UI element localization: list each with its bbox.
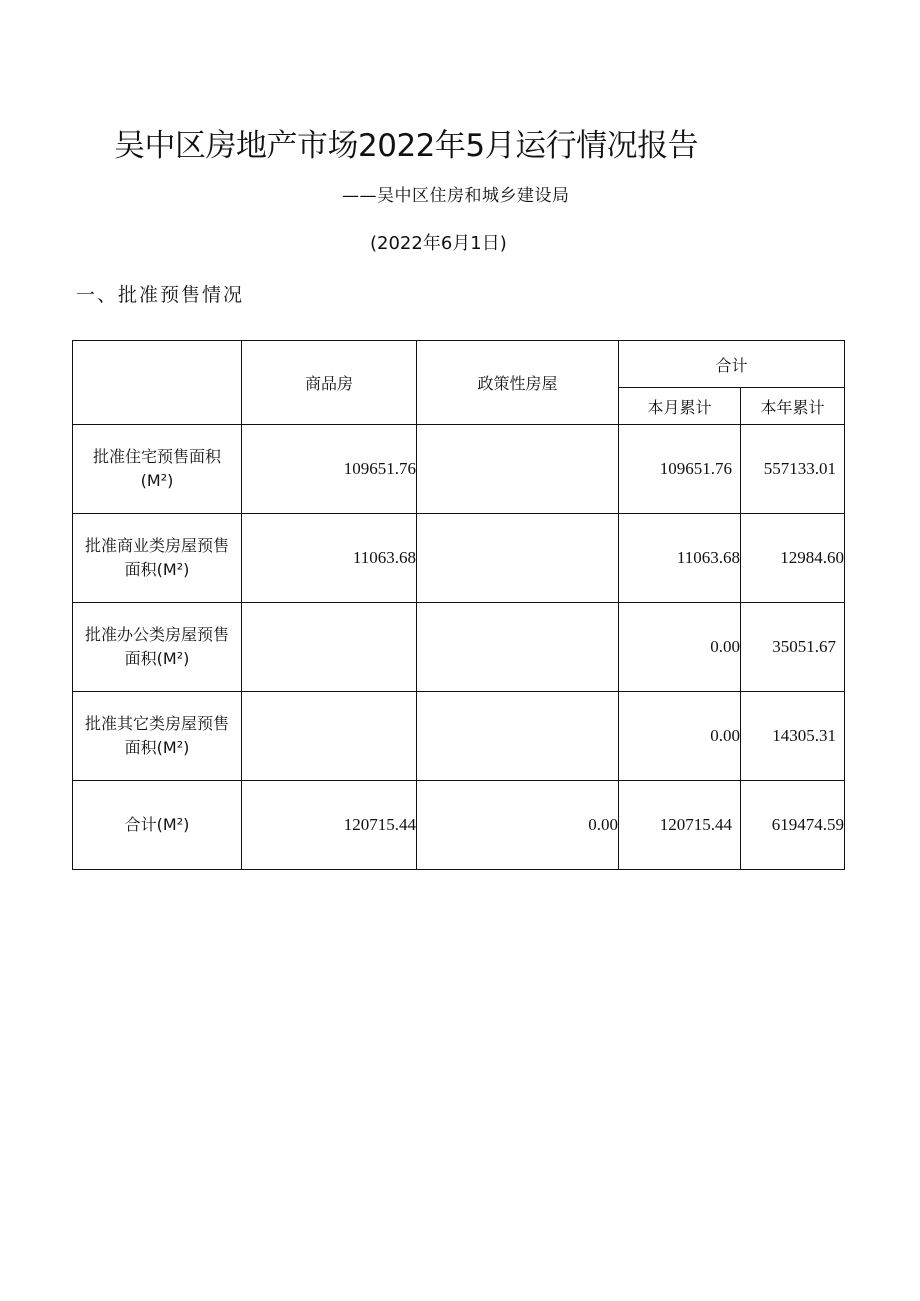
row-label-line1: 批准住宅预售面积 bbox=[92, 447, 221, 466]
cell-month-total: 0.00 bbox=[619, 692, 741, 781]
cell-year-total: 619474.59 bbox=[741, 781, 845, 870]
row-label-line1: 批准办公类房屋预售 bbox=[84, 625, 229, 644]
section-heading: 一、批准预售情况 bbox=[76, 284, 245, 306]
header-total: 合计 bbox=[619, 341, 845, 388]
cell-year-total: 35051.67 bbox=[741, 603, 845, 692]
row-label bbox=[73, 603, 242, 692]
row-label bbox=[73, 781, 242, 870]
cell-commercial bbox=[242, 692, 417, 781]
cell-policy bbox=[417, 514, 619, 603]
cell-policy bbox=[417, 425, 619, 514]
cell-policy bbox=[417, 603, 619, 692]
cell-policy: 0.00 bbox=[417, 781, 619, 870]
row-label-line1: 批准其它类房屋预售 bbox=[84, 714, 229, 733]
cell-year-total: 12984.60 bbox=[741, 514, 845, 603]
row-label-line2: (M²) bbox=[140, 471, 174, 490]
row-label bbox=[73, 692, 242, 781]
row-label bbox=[73, 425, 242, 514]
cell-month-total: 109651.76 bbox=[619, 425, 741, 514]
cell-commercial bbox=[242, 603, 417, 692]
table-row bbox=[73, 692, 845, 781]
table-row bbox=[73, 603, 845, 692]
report-title: 吴中区房地产市场2022年5月运行情况报告 bbox=[114, 128, 699, 164]
cell-policy bbox=[417, 692, 619, 781]
cell-commercial: 120715.44 bbox=[242, 781, 417, 870]
table-row bbox=[73, 425, 845, 514]
cell-month-total: 0.00 bbox=[619, 603, 741, 692]
header-month-total: 本月累计 bbox=[619, 388, 741, 425]
header-commercial: 商品房 bbox=[242, 341, 417, 425]
row-label-line1: 批准商业类房屋预售 bbox=[84, 536, 229, 555]
cell-commercial: 109651.76 bbox=[242, 425, 417, 514]
header-empty-cell bbox=[73, 341, 242, 425]
report-date: (2022年6月1日) bbox=[370, 233, 507, 254]
row-label-line1: 合计(M²) bbox=[124, 815, 190, 834]
table-row bbox=[73, 514, 845, 603]
header-policy: 政策性房屋 bbox=[417, 341, 619, 425]
presale-table bbox=[72, 340, 845, 870]
row-label-line2: 面积(M²) bbox=[124, 560, 190, 579]
row-label bbox=[73, 514, 242, 603]
cell-month-total: 120715.44 bbox=[619, 781, 741, 870]
header-year-total: 本年累计 bbox=[741, 388, 845, 425]
table-row-total bbox=[73, 781, 845, 870]
cell-month-total: 11063.68 bbox=[619, 514, 741, 603]
header-row bbox=[73, 341, 845, 388]
row-label-line2: 面积(M²) bbox=[124, 738, 190, 757]
report-subtitle: ——吴中区住房和城乡建设局 bbox=[342, 186, 570, 206]
cell-year-total: 557133.01 bbox=[741, 425, 845, 514]
cell-commercial: 11063.68 bbox=[242, 514, 417, 603]
row-label-line2: 面积(M²) bbox=[124, 649, 190, 668]
cell-year-total: 14305.31 bbox=[741, 692, 845, 781]
